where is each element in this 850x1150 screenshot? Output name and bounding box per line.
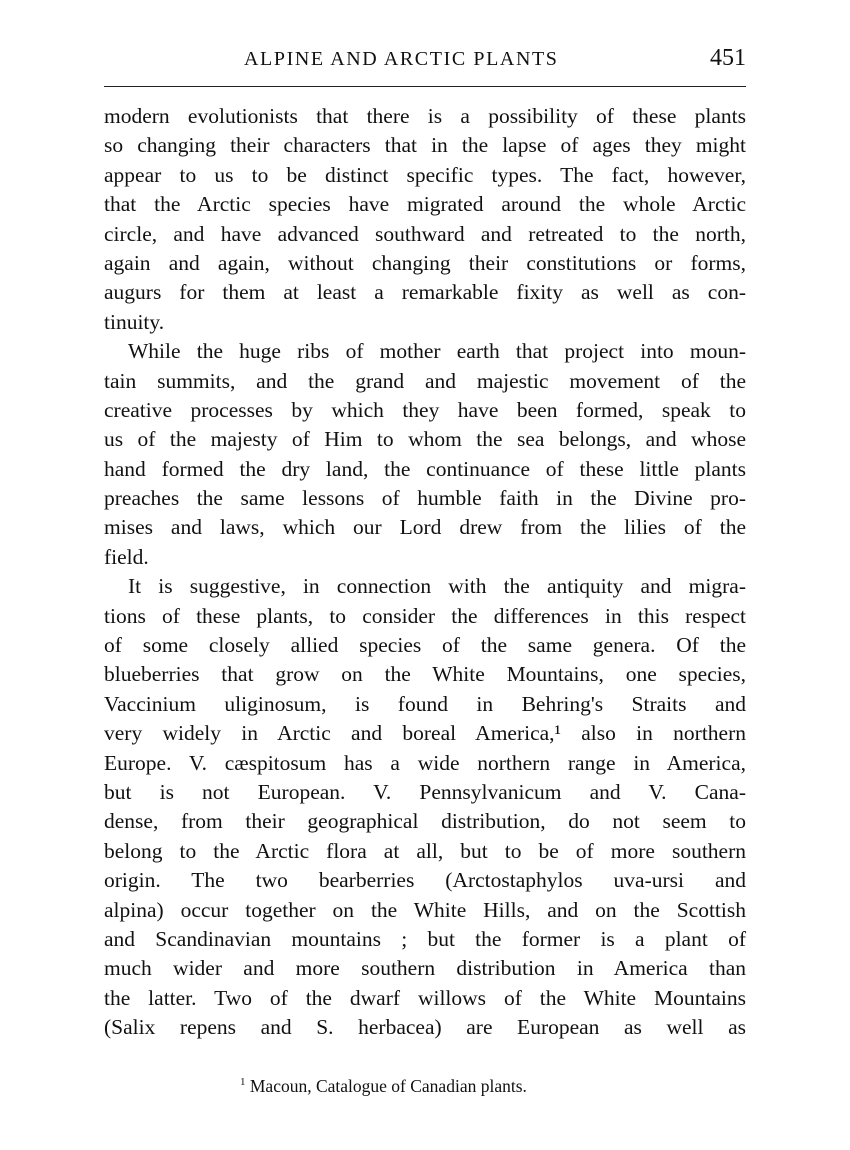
body-text	[104, 102, 746, 1043]
text-line: blueberries that grow on the White Mountains, one species,	[104, 662, 746, 687]
text-line: but is not European. V. Pennsylvanicum and V. Cana-	[104, 779, 746, 804]
text-line: much wider and more southern distribution in America than	[104, 956, 746, 981]
footnote	[240, 1076, 527, 1097]
text-line: tions of these plants, to consider the differences in this respect	[104, 603, 746, 628]
text-line: us of the majesty of Him to whom the sea belongs, and whose	[104, 427, 746, 452]
text-line: Vaccinium uliginosum, is found in Behring's Straits and	[104, 691, 746, 716]
text-line: origin. The two bearberries (Arctostaphylos uva-ursi and	[104, 868, 746, 893]
text-line: circle, and have advanced southward and retreated to the north,	[104, 221, 746, 246]
text-line: While the huge ribs of mother earth that project into moun-	[128, 339, 746, 364]
text-line: again and again, without changing their constitutions or forms,	[104, 250, 746, 275]
text-line: (Salix repens and S. herbacea) are European as well as	[104, 1015, 746, 1040]
text-line: dense, from their geographical distribution, do not seem to	[104, 809, 746, 834]
text-line: Europe. V. cæspitosum has a wide northern range in America,	[104, 750, 746, 775]
page-number: 451	[710, 45, 746, 71]
text-line: tinuity.	[104, 309, 165, 334]
text-line: modern evolutionists that there is a possibility of these plants	[104, 104, 746, 128]
text-line: so changing their characters that in the lapse of ages they might	[104, 133, 746, 158]
text-line: and Scandinavian mountains ; but the former is a plant of	[104, 926, 746, 951]
text-line: field.	[104, 544, 149, 569]
text-line: of some closely allied species of the same genera. Of the	[104, 633, 746, 658]
text-line: preaches the same lessons of humble faith in the Divine pro-	[104, 486, 746, 511]
footnote-marker: 1	[240, 1076, 246, 1089]
text-line: augurs for them at least a remarkable fixity as well as con-	[104, 280, 746, 305]
running-header	[104, 44, 746, 78]
footnote-text: Macoun, Catalogue of Canadian plants.	[249, 1076, 527, 1096]
text-line: It is suggestive, in connection with the antiquity and migra-	[128, 574, 746, 599]
text-line: creative processes by which they have been formed, speak to	[104, 397, 746, 422]
header-rule	[104, 86, 746, 87]
text-line: that the Arctic species have migrated around the whole Arctic	[104, 192, 746, 217]
text-line: hand formed the dry land, the continuance of these little plants	[104, 456, 746, 481]
text-line: appear to us to be distinct specific types. The fact, however,	[104, 162, 746, 187]
text-line: mises and laws, which our Lord drew from the lilies of the	[104, 515, 746, 540]
text-line: belong to the Arctic flora at all, but to be of more southern	[104, 838, 746, 863]
text-line: the latter. Two of the dwarf willows of the White Mountains	[104, 985, 746, 1010]
text-line: alpina) occur together on the White Hills, and on the Scottish	[104, 897, 746, 922]
running-title: ALPINE AND ARCTIC PLANTS	[244, 48, 559, 70]
text-line: very widely in Arctic and boreal America,¹ also in northern	[104, 721, 746, 746]
text-line: tain summits, and the grand and majestic movement of the	[104, 368, 746, 393]
